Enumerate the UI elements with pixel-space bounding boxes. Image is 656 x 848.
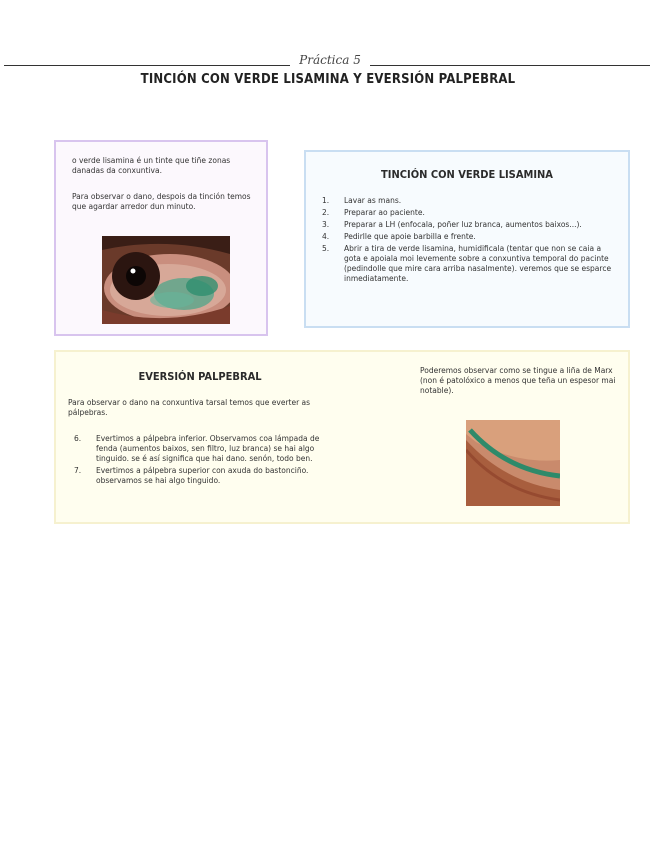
list-item: 6. Evertimos a pálpebra inferior. Observamos coa lámpada de fenda (aumentos baixos, sen filtro, luz branca) se hai algo tinguido. se é así significa que hai dano. senón, todo ben.: [74, 434, 320, 463]
tincion-title: TINCIÓN CON VERDE LISAMINA: [381, 168, 553, 181]
tincion-steps: [322, 196, 612, 286]
eversion-intro: Para observar o dano na conxuntiva tarsal temos que everter as pálpebras.: [68, 398, 311, 417]
practica-label: Práctica 5: [299, 53, 361, 67]
intro-box: [54, 140, 268, 336]
stained-eye-photo: [102, 236, 230, 324]
list-item: 7. Evertimos a pálpebra superior con axuda do bastonciño. observamos se hai algo tinguido.: [74, 466, 309, 485]
intro-paragraph-1: o verde lisamina é un tinte que tiñe zonas danadas da conxuntiva.: [72, 156, 231, 175]
list-item: 2. Preparar ao paciente.: [322, 208, 425, 217]
tincion-box: [304, 150, 630, 328]
list-item: 5. Abrir a tira de verde lisamina, humidificala (tentar que non se caia a gota e apoiala moi levemente sobre a conxuntiva temporal do pacinte (pedindolle que mire cara arriba nasalmente). veremos que se esparce inmediatamente.: [322, 244, 612, 283]
eversion-title: EVERSIÓN PALPEBRAL: [138, 370, 262, 383]
list-item: 3. Preparar a LH (enfocala, poñer luz branca, aumentos baixos...).: [322, 220, 582, 229]
list-item: 4. Pedirlle que apoie barbilla e frente.: [322, 232, 476, 241]
page-title: TINCIÓN CON VERDE LISAMINA Y EVERSIÓN PALPEBRAL: [140, 72, 516, 87]
header-rule-left: [4, 65, 290, 66]
eversion-box: [54, 350, 630, 524]
eversion-steps: [74, 434, 330, 488]
eversion-note: Poderemos observar como se tingue a liña de Marx (non é patolóxico a menos que teña un espesor mai notable).: [420, 366, 616, 395]
header-rule-right: [370, 65, 650, 66]
intro-paragraph-2: Para observar o dano, despois da tinción temos que agardar arredor dun minuto.: [72, 192, 251, 211]
list-item: 1. Lavar as mans.: [322, 196, 402, 205]
everted-eyelid-photo: [466, 420, 560, 506]
